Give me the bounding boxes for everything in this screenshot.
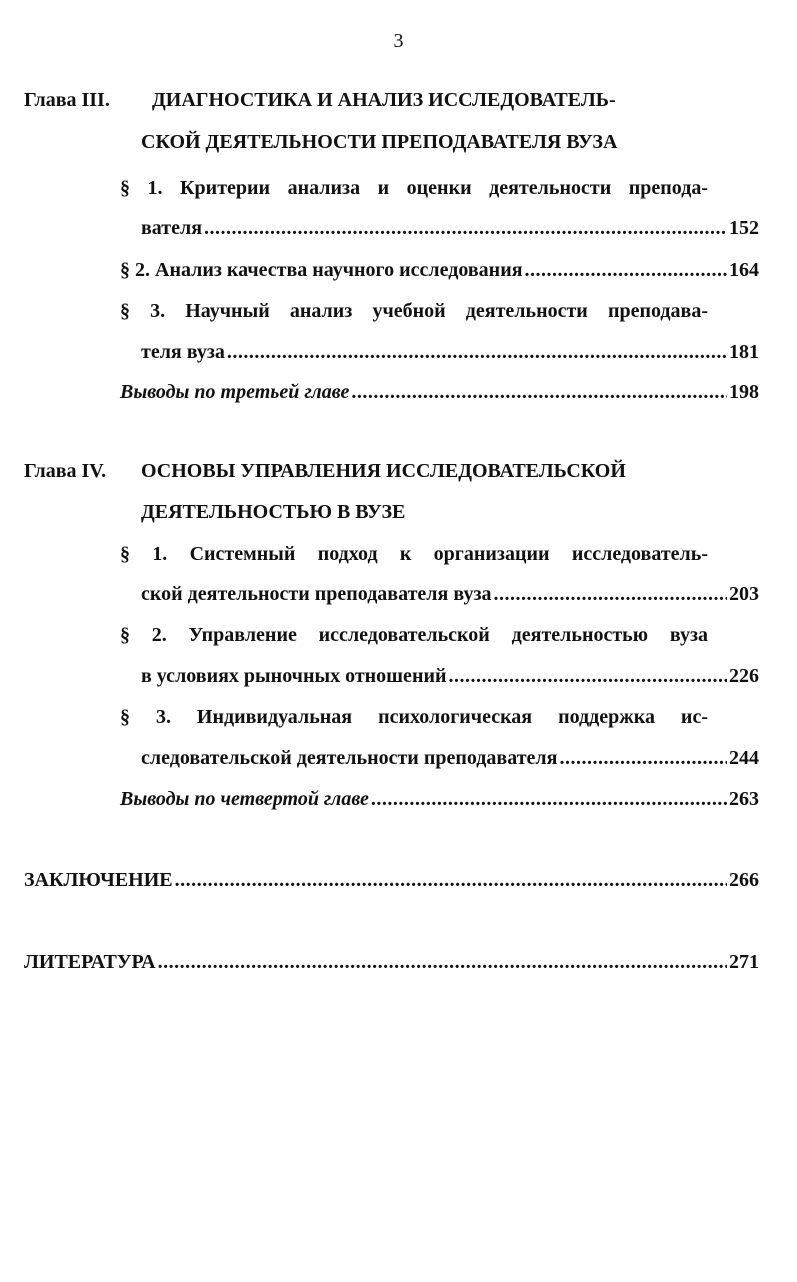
- toc-entry[interactable]: [24, 950, 759, 974]
- conclusion-label: ЗАКЛЮЧЕНИЕ: [24, 869, 173, 891]
- page-ref: 226: [729, 665, 759, 687]
- chapter-3-title-line-2: СКОЙ ДЕЯТЕЛЬНОСТИ ПРЕПОДАВАТЕЛЯ ВУЗА: [141, 131, 618, 153]
- dot-leader: [449, 664, 727, 688]
- dot-leader: [175, 868, 727, 892]
- page-ref: 271: [729, 951, 759, 973]
- toc-entry[interactable]: [141, 746, 759, 770]
- ch4-section-2-line-1: § 2. Управление исследовательской деятельностью вуза: [120, 624, 708, 646]
- toc-entry[interactable]: [120, 380, 759, 404]
- toc-entry[interactable]: [120, 258, 759, 282]
- toc-entry[interactable]: [120, 787, 759, 811]
- ch4-section-3-line-2: следовательской деятельности преподавателя: [141, 747, 558, 769]
- chapter-4-title-line-1: ОСНОВЫ УПРАВЛЕНИЯ ИССЛЕДОВАТЕЛЬСКОЙ: [141, 460, 626, 482]
- toc-entry[interactable]: [24, 868, 759, 892]
- toc-entry[interactable]: [141, 582, 759, 606]
- ch4-section-3-line-1: § 3. Индивидуальная психологическая поддержка ис-: [120, 706, 708, 728]
- page-ref: 152: [729, 217, 759, 239]
- ch4-section-2-line-2: в условиях рыночных отношений: [141, 665, 447, 687]
- chapter-4-label: Глава IV.: [24, 460, 107, 482]
- literature-label: ЛИТЕРАТУРА: [24, 951, 156, 973]
- ch3-conclusions-label: Выводы по третьей главе: [120, 381, 350, 403]
- ch4-section-1-line-1: § 1. Системный подход к организации исследователь-: [120, 543, 708, 565]
- page-ref: 203: [729, 583, 759, 605]
- page-ref: 181: [729, 341, 759, 363]
- ch4-section-1-line-2: ской деятельности преподавателя вуза: [141, 583, 492, 605]
- page-ref: 266: [729, 869, 759, 891]
- toc-entry[interactable]: [141, 664, 759, 688]
- page-ref: 244: [729, 747, 759, 769]
- ch3-section-1-line-2: вателя: [141, 217, 203, 239]
- ch3-section-1-line-1: § 1. Критерии анализа и оценки деятельности препода-: [120, 177, 708, 199]
- dot-leader: [525, 258, 727, 282]
- toc-entry[interactable]: [141, 340, 759, 364]
- chapter-3-title-line-1: ДИАГНОСТИКА И АНАЛИЗ ИССЛЕДОВАТЕЛЬ-: [152, 89, 616, 111]
- ch3-section-3-line-1: § 3. Научный анализ учебной деятельности преподава-: [120, 300, 708, 322]
- dot-leader: [371, 787, 727, 811]
- dot-leader: [158, 950, 727, 974]
- ch3-section-3-line-2: теля вуза: [141, 341, 225, 363]
- dot-leader: [351, 380, 727, 404]
- dot-leader: [559, 746, 727, 770]
- page-number: 3: [393, 30, 404, 52]
- chapter-3-label: Глава III.: [24, 89, 110, 111]
- ch3-section-2-title: § 2. Анализ качества научного исследования: [120, 259, 523, 281]
- page-ref: 263: [729, 788, 759, 810]
- dot-leader: [494, 582, 728, 606]
- chapter-4-title-line-2: ДЕЯТЕЛЬНОСТЬЮ В ВУЗЕ: [141, 501, 406, 523]
- dot-leader: [227, 340, 727, 364]
- page-ref: 198: [729, 381, 759, 403]
- ch4-conclusions-label: Выводы по четвертой главе: [120, 788, 369, 810]
- dot-leader: [204, 216, 727, 240]
- page-ref: 164: [729, 259, 759, 281]
- toc-entry[interactable]: [141, 216, 759, 240]
